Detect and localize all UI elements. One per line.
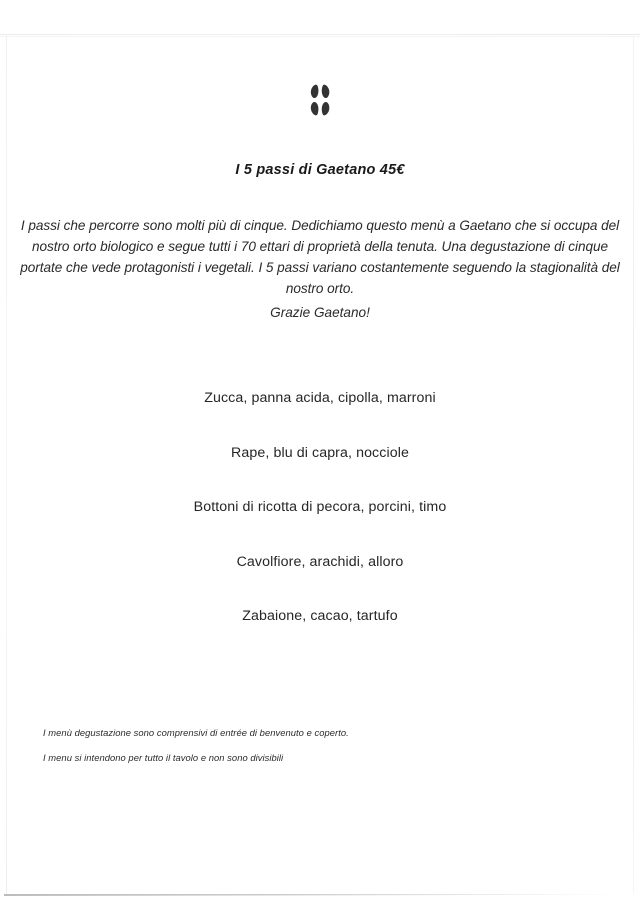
four-petal-flower-icon [303,84,337,116]
menu-title: I 5 passi di Gaetano 45€ [235,162,405,178]
footnote-list [43,726,603,764]
scan-line-top [0,34,640,35]
footnote-item: I menù degustazione sono comprensivi di entrée di benvenuto e coperto. [43,727,349,738]
course-item: Zucca, panna acida, cipolla, marroni [204,390,436,406]
course-item: Bottoni di ricotta di pecora, porcini, timo [193,499,447,515]
scan-line-right [633,36,634,894]
footnote-item: I menu si intendono per tutto il tavolo e non sono divisibili [43,752,284,763]
course-item: Rape, blu di capra, nocciole [231,444,409,461]
course-item: Cavolfiore, arachidi, alloro [236,553,404,570]
menu-page [7,37,633,894]
course-item: Zabaione, cacao, tartufo [242,608,398,624]
menu-thanks-note: Grazie Gaetano! [270,305,370,320]
course-list [7,389,633,662]
menu-description: I passi che percorre sono molti più di cinque. Dedichiamo questo menù a Gaetano che si occupa del nostro orto biologico e segue tutti i 70 ettari di proprietà della tenuta. Una degustazione di cinque portate che vede protagonisti i vegetali. I 5 passi variano costantemente seguendo la stagionalità del nostro orto. [20,218,620,296]
logo-container [7,84,633,116]
